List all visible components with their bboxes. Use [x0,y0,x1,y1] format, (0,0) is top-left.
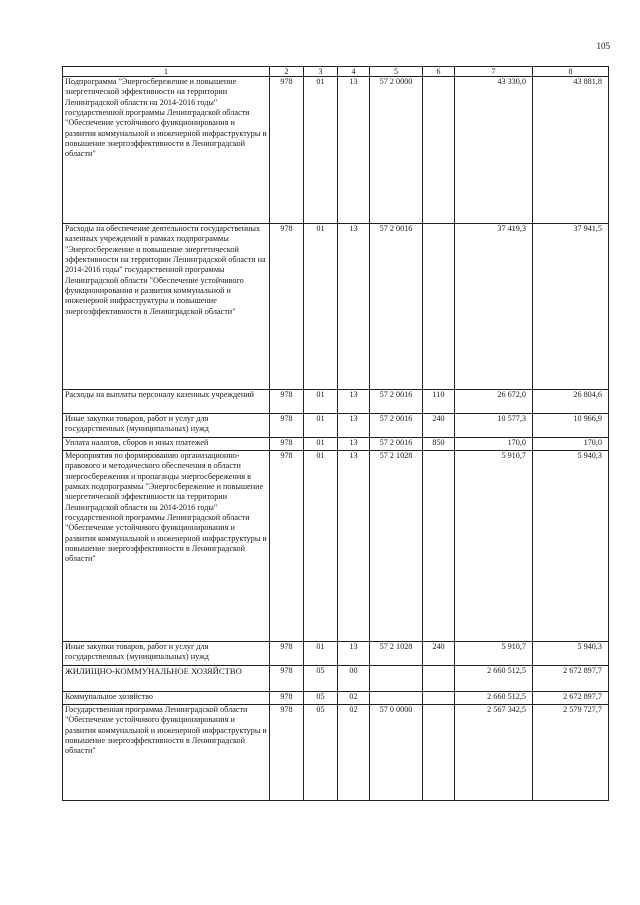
section-code-cell: 01 [304,438,338,451]
ministry-code-cell: 978 [270,692,304,705]
expense-type-cell: 110 [423,390,455,414]
amount-year2-cell: 10 966,9 [533,414,609,438]
amount-year2-cell: 2 672 897,7 [533,692,609,705]
section-code-cell: 01 [304,414,338,438]
target-article-cell: 57 2 0016 [370,414,423,438]
amount-year1-cell: 2 567 342,5 [455,705,533,801]
subsection-code-cell: 13 [338,414,370,438]
ministry-code-cell: 978 [270,705,304,801]
table-row [63,451,609,642]
subsection-code-cell: 13 [338,438,370,451]
header-row [63,67,609,77]
row-name-cell: Коммунальное хозяйство [63,692,270,705]
target-article-cell: 57 2 1028 [370,451,423,642]
ministry-code-cell: 978 [270,438,304,451]
amount-year2-cell: 26 804,6 [533,390,609,414]
target-article-cell: 57 2 0016 [370,438,423,451]
expense-type-cell: 240 [423,414,455,438]
target-article-cell: 57 2 0016 [370,224,423,390]
expense-type-cell [423,224,455,390]
amount-year1-cell: 43 330,0 [455,77,533,224]
table-row [63,692,609,705]
ministry-code-cell: 978 [270,414,304,438]
row-name-cell: Иные закупки товаров, работ и услуг для государственных (муниципальных) нужд [63,414,270,438]
ministry-code-cell: 978 [270,451,304,642]
amount-year2-cell: 37 941,5 [533,224,609,390]
amount-year1-cell: 5 910,7 [455,642,533,666]
ministry-code-cell: 978 [270,224,304,390]
column-header: 2 [270,67,304,77]
amount-year1-cell: 10 577,3 [455,414,533,438]
table-row [63,705,609,801]
ministry-code-cell: 978 [270,77,304,224]
row-name-cell: Государственная программа Ленинградской области "Обеспечение устойчивого функционирования и развития коммунальной и инженерной инфраструктуры и повышение энергоэффективности в Ленинградской области" [63,705,270,801]
subsection-code-cell: 13 [338,224,370,390]
section-code-cell: 01 [304,224,338,390]
target-article-cell: 57 2 0000 [370,77,423,224]
section-code-cell: 01 [304,77,338,224]
expense-type-cell [423,451,455,642]
column-header: 4 [338,67,370,77]
table-row [63,666,609,692]
expense-type-cell: 850 [423,438,455,451]
row-name-cell: Уплата налогов, сборов и иных платежей [63,438,270,451]
subsection-code-cell: 13 [338,77,370,224]
column-header: 5 [370,67,423,77]
amount-year1-cell: 2 660 512,5 [455,692,533,705]
column-header: 6 [423,67,455,77]
ministry-code-cell: 978 [270,666,304,692]
row-name-cell: Мероприятия по формированию организационно-правового и методического обеспечения в области энергосбережения и пропаганды энергосбережения в рамках подпрограммы "Энергосбережение и повышение энергетической эффективности на территории Ленинградской области на 2014-2016 годы" государственной программы Ленинградской области "Обеспечение устойчивого функционирования и развития коммунальной и инженерной инфраструктуры и повышение энергоэффективности в Ленинградской области" [63,451,270,642]
amount-year2-cell: 170,0 [533,438,609,451]
amount-year1-cell: 170,0 [455,438,533,451]
amount-year2-cell: 43 881,8 [533,77,609,224]
budget-table [62,66,609,801]
table-row [63,414,609,438]
expense-type-cell [423,705,455,801]
section-code-cell: 05 [304,666,338,692]
table-row [63,642,609,666]
page-number: 105 [596,41,610,51]
expense-type-cell: 240 [423,642,455,666]
row-name-cell: Расходы на обеспечение деятельности государственных казенных учреждений в рамках подпрограммы "Энергосбережение и повышение энергетической эффективности на территории Ленинградской области на 2014-2016 годы" государственной программы Ленинградской области "Обеспечение устойчивого функционирования и развития коммунальной и инженерной инфраструктуры и повышение энергоэффективности в Ленинградской области" [63,224,270,390]
column-header: 8 [533,67,609,77]
ministry-code-cell: 978 [270,390,304,414]
amount-year2-cell: 2 672 897,7 [533,666,609,692]
target-article-cell: 57 2 1028 [370,642,423,666]
section-code-cell: 01 [304,390,338,414]
subsection-code-cell: 02 [338,705,370,801]
expense-type-cell [423,692,455,705]
target-article-cell [370,692,423,705]
section-code-cell: 01 [304,642,338,666]
column-header: 7 [455,67,533,77]
amount-year2-cell: 2 579 727,7 [533,705,609,801]
subsection-code-cell: 00 [338,666,370,692]
column-header: 1 [63,67,270,77]
section-code-cell: 01 [304,451,338,642]
subsection-code-cell: 02 [338,692,370,705]
target-article-cell [370,666,423,692]
expense-type-cell [423,77,455,224]
target-article-cell: 57 0 0000 [370,705,423,801]
expense-type-cell [423,666,455,692]
amount-year1-cell: 37 419,3 [455,224,533,390]
subsection-code-cell: 13 [338,390,370,414]
amount-year1-cell: 2 660 512,5 [455,666,533,692]
section-code-cell: 05 [304,705,338,801]
amount-year2-cell: 5 940,3 [533,642,609,666]
row-name-cell: Подпрограмма "Энергосбережение и повышение энергетической эффективности на территории Ленинградской области на 2014-2016 годы" государственной программы Ленинградской области "Обеспечение устойчивого функционирования и развития коммунальной и инженерной инфраструктуры и повышение энергоэффективности в Ленинградской области" [63,77,270,224]
target-article-cell: 57 2 0016 [370,390,423,414]
row-name-cell: Расходы на выплаты персоналу казенных учреждений [63,390,270,414]
ministry-code-cell: 978 [270,642,304,666]
table-row [63,438,609,451]
amount-year1-cell: 5 910,7 [455,451,533,642]
amount-year1-cell: 26 672,0 [455,390,533,414]
subsection-code-cell: 13 [338,642,370,666]
section-code-cell: 05 [304,692,338,705]
amount-year2-cell: 5 940,3 [533,451,609,642]
subsection-code-cell: 13 [338,451,370,642]
row-name-cell: ЖИЛИЩНО-КОММУНАЛЬНОЕ ХОЗЯЙСТВО [63,666,270,692]
table-row [63,224,609,390]
table-row [63,77,609,224]
column-header: 3 [304,67,338,77]
table-row [63,390,609,414]
row-name-cell: Иные закупки товаров, работ и услуг для государственных (муниципальных) нужд [63,642,270,666]
